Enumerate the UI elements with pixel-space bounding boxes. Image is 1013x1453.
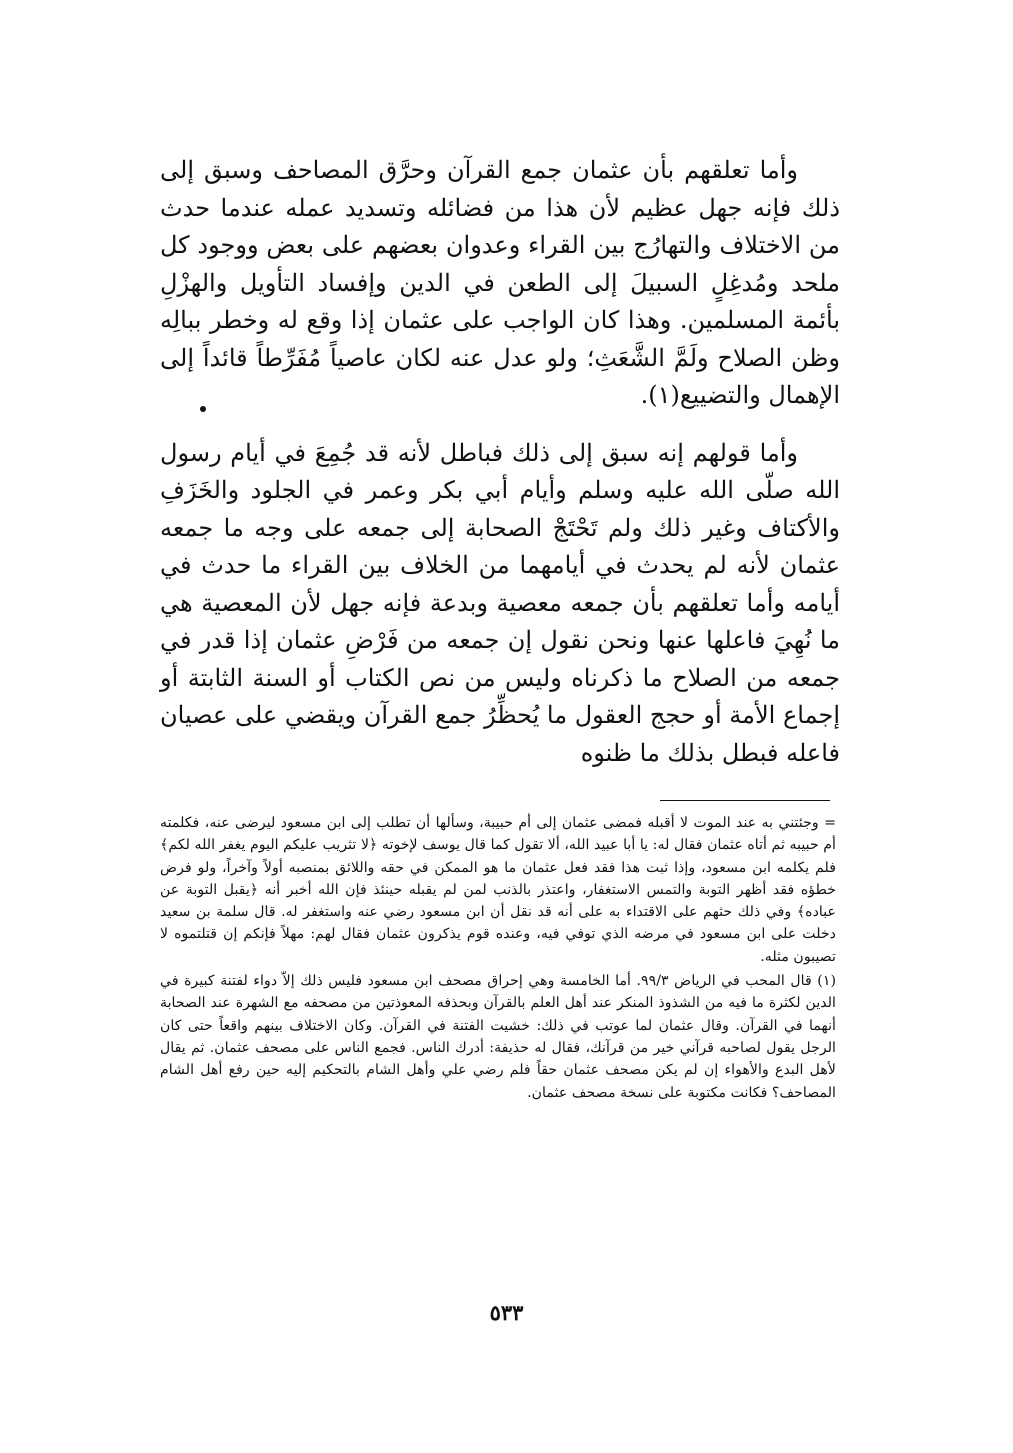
footnote-continued: = وجئتني به عند الموت لا أقبله فمضى عثمان إلى أم حبيبة، وسألها أن تطلب إلى ابن مسعود ليرضى عنه، فكلمته أم حبيبه ثم أتاه عثمان فقال له: يا أبا عبيد الله، ألا تقول كما قال يوسف لإخوته ﴿لا تثريب عليكم اليوم يغفر الله لكم﴾ فلم يكلمه ابن مسعود، وإذا ثبت هذا فقد فعل عثمان ما هو الممكن في حقه واللائق بمنصبه أولاً وآخراً، ولو فرض خطؤه فقد أظهر التوبة والتمس الاستغفار، واعتذر بالذنب لمن لم يقبله حينئذ فإن الله أخبر أنه ﴿يقبل التوبة عن عباده﴾ وفي ذلك حثهم على الاقتداء به على أنه قد نقل أن ابن مسعود رضي عنه واستغفر له. قال سلمة بن سعيد دخلت على ابن مسعود في مرضه الذي توفي فيه، وعنده قوم يذكرون عثمان فقال لهم: مهلاً فإنكم إن قتلتموه لا تصيبون مثله. [160,815,836,965]
footnotes-block [160,812,836,1104]
main-paragraph-2: وأما قولهم إنه سبق إلى ذلك فباطل لأنه قد جُمِعَ في أيام رسول الله صلّى الله عليه وسلم وأيام أبي بكر وعمر في الجلود والخَزَفِ والأكتاف وغير ذلك ولم تَحْتَجْ الصحابة إلى جمعه على وجه ما جمعه عثمان لأنه لم يحدث في أيامهما من الخلاف بين القراء ما حدث في أيامه وأما تعلقهم بأن جمعه معصية وبدعة فإنه جهل لأن المعصية هي ما نُهِيَ فاعلها عنها ونحن نقول إن جمعه من فَرْضِ عثمان إذا قدر في جمعه من الصلاح ما ذكرناه وليس من نص الكتاب أو السنة الثابتة أو إجماع الأمة أو حجج العقول ما يُحظِّرُ جمع القرآن ويقضي على عصيان فاعله فبطل بذلك ما ظنوه [160,438,840,767]
main-text-block [160,152,840,772]
margin-dot-mark [200,406,206,412]
footnote-separator [660,800,830,801]
footnote-1: (١) قال المحب في الرياض ٩٩/٣. أما الخامسة وهي إحراق مصحف ابن مسعود فليس ذلك إلاّ دواء لفتنة كبيرة في الدين لكثرة ما فيه من الشذوذ المنكر عند أهل العلم بالقرآن وبحذفه المعوذتين من مصحفه مع الشهرة عند الصحابة أنهما في القرآن. وقال عثمان لما عوتب في ذلك: خشيت الفتنة في القرآن. وكان الاختلاف بينهم واقعاً حتى كان الرجل يقول لصاحبه قرآني خير من قرآنك، فقال له حذيفة: أدرك الناس. فجمع الناس على مصحف عثمان. ثم يقال لأهل البدع والأهواء إن لم يكن مصحف عثمان حقاً فلم رضي علي وأهل الشام بالتحكيم إليه حين رفع أهل الشام المصاحف؟ فكانت مكتوبة على نسخة مصحف عثمان. [160,973,836,1101]
page-number: ٥٣٣ [489,1300,524,1325]
main-paragraph-1: وأما تعلقهم بأن عثمان جمع القرآن وحرَّق المصاحف وسبق إلى ذلك فإنه جهل عظيم لأن هذا من فضائله وتسديد عمله عندما حدث من الاختلاف والتهارُج بين القراء وعدوان بعضهم على بعض ووجود كل ملحد ومُدغِلٍ السبيلَ إلى الطعن في الدين وإفساد التأويل والهزْلِ بأئمة المسلمين. وهذا كان الواجب على عثمان إذا وقع له وخطر ببالِه وظن الصلاح ولَمَّ الشَّعَثِ؛ ولو عدل عنه لكان عاصياً مُفَرِّطاً قائداً إلى الإهمال والتضييع(١). [160,156,840,409]
